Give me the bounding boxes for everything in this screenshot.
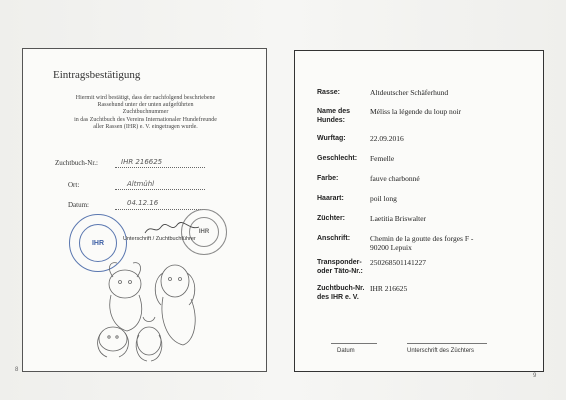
ort-line <box>115 189 205 190</box>
intro-line: Hiermit wird bestätigt, dass der nachfolgend beschriebene <box>75 95 216 101</box>
value-geschlecht: Femelle <box>370 154 395 163</box>
label-farbe: Farbe: <box>317 175 339 182</box>
label-name-des-hundes: Name des Hundes: <box>317 108 351 124</box>
label-zuechter: Züchter: <box>317 215 345 222</box>
value-wurftag: 22.09.2016 <box>370 134 404 143</box>
zuechter-signature-line <box>407 343 487 344</box>
left-page <box>15 48 267 373</box>
label-transponder: Transponder- oder Täto-Nr.: <box>317 259 363 275</box>
zuchtbuch-line <box>115 167 205 168</box>
right-page <box>294 50 544 379</box>
value-anschrift: Chemin de la goutte des forges F - 90200 Lepuix <box>370 234 474 252</box>
intro-line: Rassehund unter der unten aufgeführten <box>97 102 194 109</box>
stamp-text-right: IHR <box>189 217 219 247</box>
datum-label: Datum: <box>68 201 89 209</box>
label-wurftag: Wurftag: <box>317 135 346 142</box>
value-name-des-hundes: Méliss la légende du loup noir <box>370 107 462 116</box>
label-anschrift: Anschrift: <box>317 235 351 242</box>
datum-line <box>115 209 205 210</box>
value-zuechter: Laetitia Briswalter <box>370 214 427 223</box>
intro-text <box>38 95 253 131</box>
intro-line: Zuchtbuchnummer <box>122 109 169 116</box>
dogs-illustration-icon <box>83 249 213 364</box>
label-haarart: Haarart: <box>317 195 344 202</box>
value-haarart: poil long <box>370 194 397 203</box>
label-rasse: Rasse: <box>317 89 340 96</box>
value-transponder: 250268501141227 <box>370 258 426 267</box>
intro-line: aller Rassen (IHR) e. V. eingetragen wurde. <box>93 123 198 130</box>
zuchtbuch-value: IHR 216625 <box>121 158 163 166</box>
ort-label: Ort: <box>68 181 80 189</box>
zuchtbuch-label: Zuchtbuch-Nr.: <box>55 159 98 167</box>
value-zuchtbuch-nr: IHR 216625 <box>370 284 408 293</box>
page-title: Eintragsbestätigung <box>53 69 141 81</box>
stamp-text-left: IHR <box>79 224 117 262</box>
datum-value: 04.12.16 <box>127 199 159 207</box>
value-farbe: fauve charbonné <box>370 174 420 183</box>
value-rasse: Altdeutscher Schäferhund <box>370 88 449 97</box>
intro-line: in das Zuchtbuch des Vereins Internationaler Hundefreunde <box>74 116 217 123</box>
label-geschlecht: Geschlecht: <box>317 155 358 162</box>
signature-label: Unterschrift / Zuchtbuchführer <box>123 236 196 242</box>
page-number-left: 8 <box>15 367 19 373</box>
page-number-right: 9 <box>533 373 537 379</box>
footer-unterschrift: Unterschrift des Züchters <box>407 348 475 354</box>
footer-datum: Datum <box>337 348 355 354</box>
label-zuchtbuch-nr: Zuchtbuch-Nr. des IHR e. V. <box>317 285 365 301</box>
ort-value: Altmühl <box>127 180 155 188</box>
datum-signature-line <box>331 343 377 344</box>
